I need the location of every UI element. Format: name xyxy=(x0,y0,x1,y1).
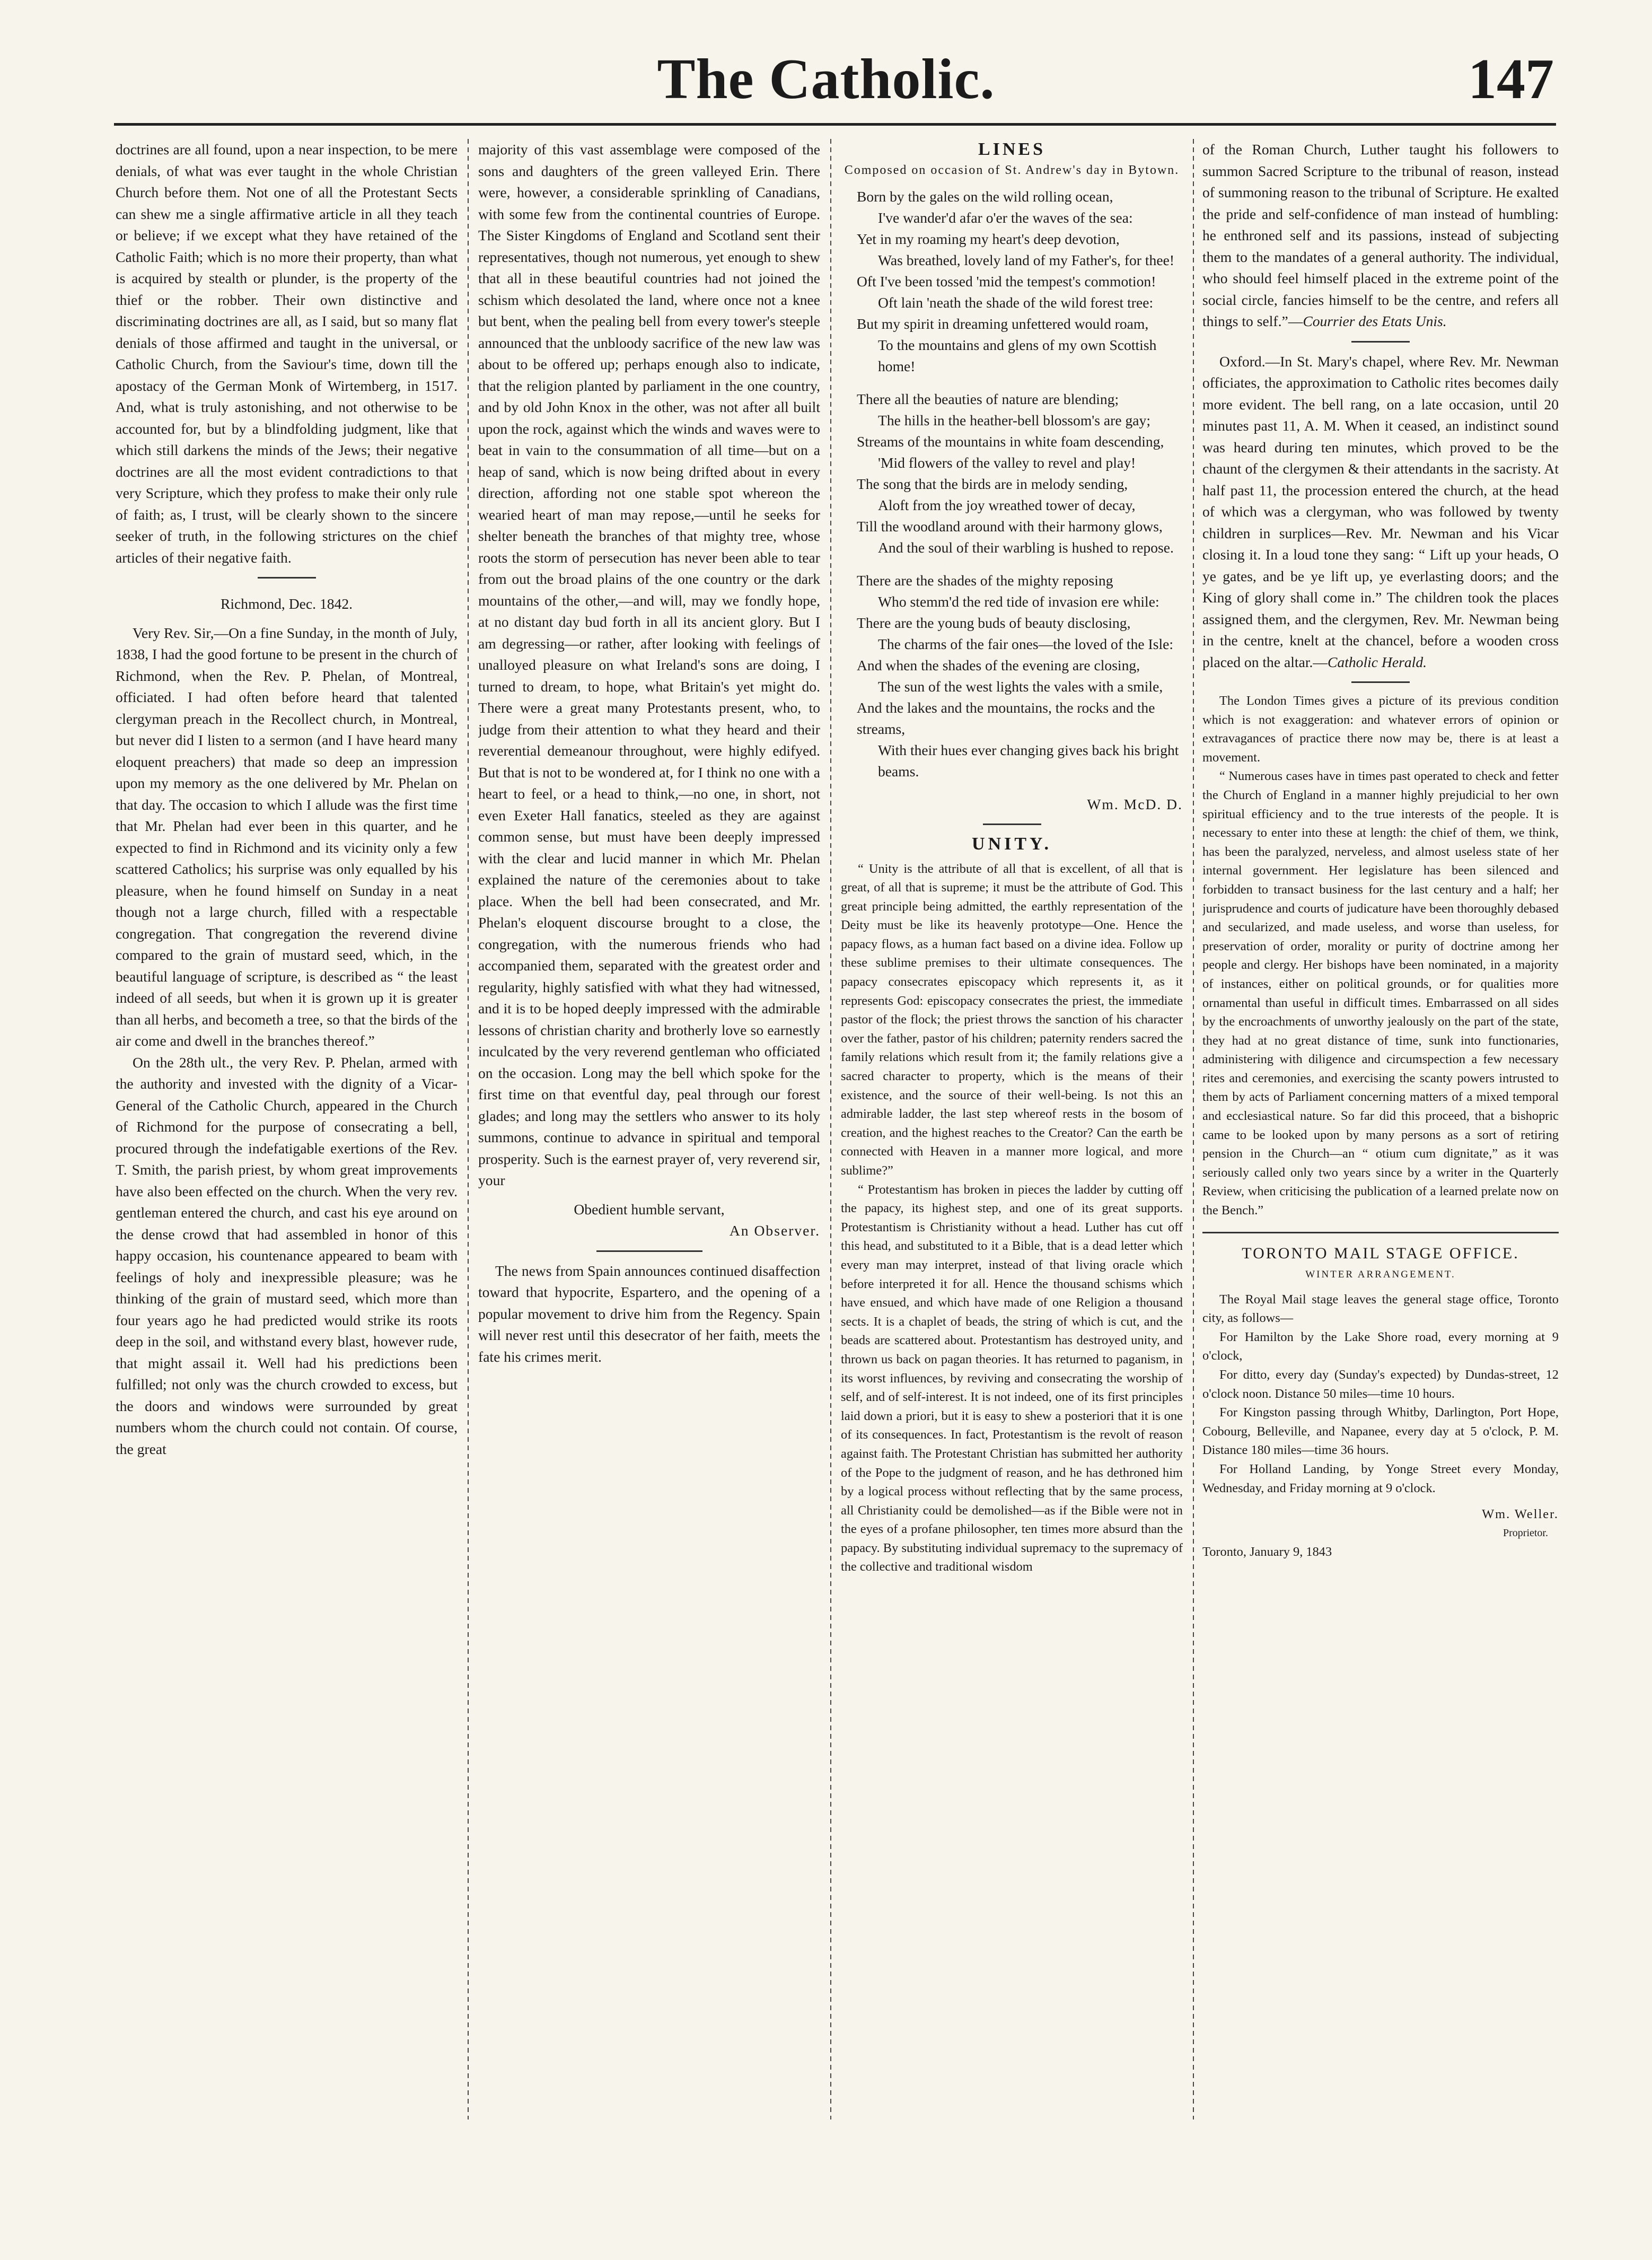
column-2 xyxy=(478,139,820,2133)
poem-line: Streams of the mountains in white foam descending, xyxy=(857,433,1164,450)
poem-line: There are the shades of the mighty reposing xyxy=(857,572,1113,589)
advertisement-rule xyxy=(1202,1232,1559,1233)
news-paragraph: The news from Spain announces continued disaffection toward that hypocrite, Espartero, and the opening of a popular movement to drive him from the Regency. Spain will never rest until this desecrator of her faith, meets the fate his crimes merit. xyxy=(478,1262,820,1365)
column-1 xyxy=(116,139,458,2133)
article-paragraph xyxy=(1202,139,1559,332)
column-divider xyxy=(1193,139,1194,2119)
article-text: doctrines are all found, upon a near inspection, to be mere denials, of what was ever taught in the whole Christian Church before them. Not one of all the Protestant Sects can shew me a single affirmative article in all they teach or believe; if we except what they have retained of the Catholic Faith; which is no more their property, than what is acquired by stealth or plunder, is the property of the thief or the robber. Their own distinctive and discriminating doctrines are all, as I said, but so many flat denials of those affirmed and taught in the universal, or Catholic Church, from the Saviour's time, down till the apostacy of the German Monk of Wirtemberg, in 1517. And, what is truly astonishing, and not otherwise to be accounted for, but by a blindfolding judgment, like that which still darkens the minds of the Jews; their negative doctrines are all the most evident contradictions to that very Scripture, which they profess to make their only rule of faith; as, I trust, will be clearly shown to the sincere seeker of truth, in the following strictures on the chief articles of their negative faith. xyxy=(116,141,458,566)
poem-line: And when the shades of the evening are closing, xyxy=(857,656,1140,673)
poem-stanza xyxy=(841,389,1183,558)
poem-title: LINES xyxy=(978,139,1046,159)
poem-line: Yet in my roaming my heart's deep devotion, xyxy=(857,230,1120,247)
letter-closing: Obedient humble servant, xyxy=(574,1201,725,1217)
poem-line: And the soul of their warbling is hushed to repose. xyxy=(878,539,1174,556)
masthead xyxy=(0,42,1652,117)
quote-source: Catholic Herald. xyxy=(1328,653,1427,670)
poem-line: Born by the gales on the wild rolling ocean, xyxy=(857,188,1113,205)
poem-line: The charms of the fair ones—the loved of the Isle: xyxy=(878,635,1174,652)
column-divider xyxy=(830,139,831,2119)
letter-paragraph: majority of this vast assemblage were composed of the sons and daughters of the green valleyed Erin. There were, however, a considerable sprinkling of Canadians, with some few from the continental countries of Europe. The Sister Kingdoms of England and Scotland sent their representatives, though not numerous, yet enough to shew that all in these beautiful countries had not joined the schism which desolated the land, where once not a knee but bent, when the pealing bell from every tower's steeple announced that the unbloody sacrifice of the new law was about to be offered up; perhaps enough also to indicate, that the religion planted by parliament in the one country, and by old John Knox in the other, was not after all built upon the rock, against which the winds and waves were to beat in vain to the consummation of all time—but on a heap of sand, which is now being drifted about in every direction, affording not one stable spot whereon the wearied heart of man may repose,—until he seeks for shelter beneath the branches of that mighty tree, whose roots the storm of persecution has never been able to tear from out the broad plains of the one country or the dark mountains of the other,—and will, may we fondly hope, at no distant day bud forth in all its ancient glory. But I am degressing—or rather, after looking with feelings of unalloyed pleasure on what Ireland's sons are doing, I turned to dream, to hope, what Britain's yet might do. There were a great many Protestants present, who, to judge from their attention to what they heard and their reverential demeanour throughout, were highly edifyed. But that is not to be wondered at, for I think no one with a heart to feel, or a head to think,—no one, in short, not even Exeter Hall fanatics, steeled as they are against common sense, but must have been deeply impressed with the clear and lucid manner in which Mr. Phelan explained the nature of the ceremonies about to take place. When the bell had been consecrated, and Mr. Phelan's eloquent discourse brought to a close, the congregation, with the numerous friends who had accompanied them, separated with the greatest order and regularity, highly satisfied with what they had witnessed, and it is to be hoped deeply impressed with the admirable lessons of christian charity and brotherly love so earnestly inculcated by the very reverend gentleman who officiated on the occasion. Long may the bell which spoke for the first time on that eventful day, peal through our forest glades; and long may the settlers who answer to its holy summons, continue to advance in spiritual and temporal prosperity. Such is the earnest prayer of, very reverend sir, your xyxy=(478,141,820,1188)
poem-line: I've wander'd afar o'er the waves of the sea: xyxy=(878,209,1133,226)
poem-signature: Wm. McD. D. xyxy=(1087,795,1183,812)
poem-line: The hills in the heather-bell blossom's are gay; xyxy=(878,411,1151,428)
advertisement-title: TORONTO MAIL STAGE OFFICE. xyxy=(1242,1244,1519,1262)
column-4 xyxy=(1202,139,1559,2133)
article-paragraph: “ Protestantism has broken in pieces the ladder by cutting off the papacy, its highest step, and one of its great supports. Protestantism is Christianity without a head. Luther has cut off this head, and substituted to it a Bible, that is a dead letter which every man may interpret, instead of that living oracle which before interpreted it for all. Hence the thousand schisms which have ensued, and which have made of one Religion a thousand sects. It is a chaplet of beads, the string of which is cut, and the beads are scattered about. Protestantism has destroyed unity, and thrown us back on pagan theories. It has returned to paganism, in its worst influences, by reviving and consecrating the worship of self, and of self-interest. It is not indeed, one of its first principles laid down a priori, but it is easy to shew a posteriori that it is one of its consequences. In fact, Protestantism is the revolt of reason against faith. The Protestant Christian has submitted her authority of the Pope to the judgment of reason, and he has dethroned him by a logical process without reflecting that by the same process, all Christianity could be demolished—as if the Bible were not in the eyes of a profane philosopher, ten times more absurd than the papacy. By substituting individual supremacy to the supremacy of the collective and traditional wisdom xyxy=(841,1182,1183,1574)
poem-line: And the lakes and the mountains, the rocks and the streams, xyxy=(857,699,1155,737)
poem-line: Aloft from the joy wreathed tower of decay, xyxy=(878,496,1136,513)
article-text: Oxford.—In St. Mary's chapel, where Rev. Mr. Newman officiates, the approximation to Catholic rites becomes daily more evident. The bell rang, on a late occasion, until 20 minutes past 11, A. M. When it ceased, an indistinct sound was heard during ten minutes, which proved to be the chaunt of the clergymen & their attendants in the sacristy. At half past 11, the procession entered the church, at the head of which was a clergyman, who was followed by twenty children in surplices—Rev. Mr. Newman and his Vicar closing it. In a loud tone they sang: “ Lift up your heads, O ye gates, and be ye lift up, ye everlasting doors; and the King of glory shall come in.” The children took the places assigned them, and the clergymen, Rev. Mr. Newman being in the centre, knelt at the chancel, before a wooden cross placed on the altar.— xyxy=(1202,353,1559,670)
page-number: 147 xyxy=(1468,48,1554,111)
article-text: of the Roman Church, Luther taught his followers to summon Sacred Scripture to the tribunal of reason, instead of summoning reason to the tribunal of Scripture. He exalted the pride and self-confidence of man instead of humbling: he enthroned self and its passions, instead of subjecting them to the mandates of a general authority. The individual, who should feel himself placed in the extreme point of the social circle, fancies himself to be the centre, and refers all things to self.”— xyxy=(1202,141,1559,329)
advertisement-text: For Kingston passing through Whitby, Darlington, Port Hope, Cobourg, Belleville, and Napanee, every day at 5 o'clock, P. M. Distance 180 miles—time 36 hours. xyxy=(1202,1405,1559,1458)
poem-line: With their hues ever changing gives back his bright beams. xyxy=(878,741,1179,779)
poem-line: But my spirit in dreaming unfettered would roam, xyxy=(857,315,1149,332)
separator-rule xyxy=(596,1250,702,1252)
column-3 xyxy=(841,139,1183,2133)
poem-line: There all the beauties of nature are blending; xyxy=(857,390,1119,407)
poem-line: The song that the birds are in melody sending, xyxy=(857,475,1128,492)
article-paragraph: “ Numerous cases have in times past operated to check and fetter the Church of England in a manner highly prejudicial to her own spiritual efficiency and to the true interests of the people. It is necessary to enter into these at length: the chief of them, we think, has been the paralyzed, nerveless, and almost useless state of her internal government. Her legislature has been silenced and forbidden to transact business for the last century and a half; her jurisprudence and courts of judicature have been thoroughly debased and secularized, and made useless, and worse than useless, for preservation of order, morality or purity of doctrine among her people and clergy. Her bishops have been nominated, in a majority of instances, either on political grounds, or for qualities more ornamental than useful in difficult times. Embarrassed on all sides by the encroachments of unworthy jealously on the part of the state, they had at no great distance of time, sunk into functionaries, administering with diligence and circumspection a few necessary rites and ceremonies, and exercising the scanty powers intrusted to them by acts of Parliament concerning matters of a mixed temporal and ecclesiastical nature. So far did this proceed, that a bishopric came to be looked upon by many persons as a sort of retiring pension in the Church—an “ otium cum dignitate,” as it was seriously called only two years since by a writer in the Quarterly Review, when criticising the publication of a learned prelate now on the Bench.” xyxy=(1202,769,1559,1218)
poem-line: Was breathed, lovely land of my Father's, for thee! xyxy=(878,251,1175,268)
column-divider xyxy=(468,139,469,2119)
article-paragraph: “ Unity is the attribute of all that is excellent, of all that is great, of all that is supreme; it must be the attribute of God. This great principle being admitted, the earthly representation of the Deity must be like its heavenly prototype—One. Hence the papacy flows, as a human fact based on a divine idea. Follow up these sublime premises to their ultimate consequences. The papacy consecrates episcopacy which represents it, as it represents God: episcopacy consecrates the priest, the immediate pastor of the flock; the priest throws the sanction of his character over the father, pastor of his children; paternity renders sacred the family relations which result from it; the family relations give a sacred character to property, which is the means of their existence, and the source of their well-being. Is not this an admirable ladder, the last step whereof rests in the bosom of creation, and the highest reaches to the Creator? Can the earth be connected with Heaven in a manner more logical, and more sublime?” xyxy=(841,861,1183,1178)
advertisement-text: The Royal Mail stage leaves the general stage office, Toronto city, as follows— xyxy=(1202,1292,1559,1326)
article-paragraph xyxy=(1202,351,1559,673)
masthead-rule xyxy=(114,123,1556,126)
advertisement-signature-role: Proprietor. xyxy=(1503,1527,1548,1539)
poem-line: The sun of the west lights the vales with a smile, xyxy=(878,678,1163,695)
poem-line: To the mountains and glens of my own Scottish home! xyxy=(878,336,1157,374)
separator-rule xyxy=(1351,341,1410,343)
advertisement-subtitle: WINTER ARRANGEMENT. xyxy=(1305,1269,1456,1281)
separator-rule xyxy=(258,577,316,579)
letter-paragraph: Very Rev. Sir,—On a fine Sunday, in the month of July, 1838, I had the good fortune to be present in the church of Richmond, when the Rev. P. Phelan, of Montreal, officiated. I had often before heard that talented clergyman preach in the Recollect church, in Montreal, but never did I listen to a sermon (and I have heard many eloquent preachers) that made so deep an impression upon my memory as the one delivered by Mr. Phelan on that day. The occasion to which I allude was the first time that Mr. Phelan had ever been in this quarter, and he expected to find in Richmond and its vicinity only a few scattered Catholics; his surprise was only equalled by his pleasure, when he found himself on Sunday in a neat though not a large church, filled with a respectable congregation. That congregation the reverend divine compared to the grain of mustard seed, which, in the beautiful language of scripture, is described as “ the least indeed of all seeds, but when it is grown up it is greater than all herbs, and becometh a tree, so that the birds of the air come and dwell in the branches thereof.” xyxy=(116,624,458,1049)
newspaper-title: The Catholic. xyxy=(657,48,995,111)
poem-stanza xyxy=(841,186,1183,377)
article-paragraph: The London Times gives a picture of its previous condition which is not exaggeration: and whatever errors of opinion or extravagances of practice there now may be, there is at least a movement. xyxy=(1202,694,1559,765)
advertisement-text: For Hamilton by the Lake Shore road, every morning at 9 o'clock, xyxy=(1202,1329,1559,1363)
advertisement-text: For Holland Landing, by Yonge Street every Monday, Wednesday, and Friday morning at 9 o'clock. xyxy=(1202,1461,1559,1495)
advertisement-date: Toronto, January 9, 1843 xyxy=(1202,1545,1332,1560)
advertisement-text: For ditto, every day (Sunday's expected) by Dundas-street, 12 o'clock noon. Distance 50 miles—time 10 hours. xyxy=(1202,1368,1559,1401)
letter-paragraph: On the 28th ult., the very Rev. P. Phelan, armed with the authority and invested with the dignity of a Vicar-General of the Catholic Church, appeared in the Church of Richmond for the purpose of consecrating a bell, procured through the indefatigable exertions of the Rev. T. Smith, the parish priest, by whom great improvements have also been effected on the church. When the very rev. gentleman entered the church, and cast his eye around on the dense crowd that had assembled in honor of this happy occasion, his countenance appeared to beam with feelings of holy and inexpressible pleasure; was he thinking of the grain of mustard seed, which more than four years ago he had predicted would strike its roots deep in the soil, and withstand every blast, however rude, that might assail it. Well had his predictions been fulfilled; not only was the church crowded to excess, but the doors and windows were surrounded by great numbers whom the church could not contain. Of course, the great xyxy=(116,1054,458,1457)
poem-line: Who stemm'd the red tide of invasion ere while: xyxy=(878,593,1159,610)
separator-rule xyxy=(1351,681,1410,683)
poem-stanza xyxy=(841,570,1183,782)
separator-rule xyxy=(983,824,1041,825)
letter-signature: An Observer. xyxy=(729,1222,820,1239)
poem-line: Oft I've been tossed 'mid the tempest's commotion! xyxy=(857,273,1156,290)
poem-line: There are the young buds of beauty disclosing, xyxy=(857,614,1131,631)
advertisement-signature: Wm. Weller. xyxy=(1482,1507,1559,1522)
article-heading: UNITY. xyxy=(972,834,1052,854)
poem-line: Oft lain 'neath the shade of the wild forest tree: xyxy=(878,294,1154,311)
poem-line: 'Mid flowers of the valley to revel and play! xyxy=(878,454,1136,471)
poem-line: Till the woodland around with their harmony glows, xyxy=(857,518,1163,535)
letter-dateline: Richmond, Dec. 1842. xyxy=(220,595,353,612)
quote-source: Courrier des Etats Unis. xyxy=(1303,313,1447,329)
poem-subtitle: Composed on occasion of St. Andrew's day in Bytown. xyxy=(844,163,1180,177)
